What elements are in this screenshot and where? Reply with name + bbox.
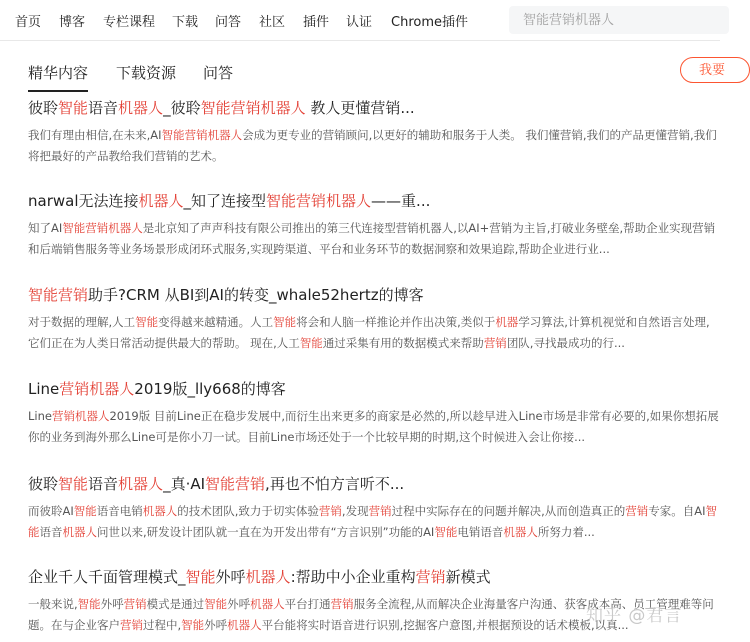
text-segment: 过程中, (143, 618, 182, 632)
text-segment: ,再也不怕方言听不... (265, 475, 405, 493)
text-segment: 外呼 (215, 568, 246, 586)
text-segment: 知了AI (28, 221, 63, 235)
result-title[interactable] (28, 284, 728, 306)
text-segment: 而彼聆AI (28, 504, 74, 518)
highlighted-keyword: 机器人 (62, 525, 97, 539)
tab-featured[interactable]: 精华内容 (28, 64, 89, 82)
text-segment: 语音 (88, 99, 119, 117)
text-segment: 外呼 (204, 618, 228, 632)
highlighted-keyword: 机器人 (138, 192, 184, 210)
highlighted-keyword: 机器人 (245, 568, 291, 586)
text-segment: :帮助中小企业重构 (290, 568, 416, 586)
text-segment: 语音 (39, 525, 63, 539)
highlighted-keyword: 智能营销机器人 (200, 99, 306, 117)
text-segment: 企业千人千面管理模式_ (28, 568, 186, 586)
text-segment: Line (28, 409, 52, 423)
text-segment: 助手?CRM 从BI到AI的转变_whale52hertz的博客 (88, 286, 424, 304)
highlighted-keyword: 营销 (483, 336, 507, 350)
tab-qa[interactable]: 问答 (203, 64, 234, 82)
highlighted-keyword: 机器人 (118, 475, 164, 493)
highlighted-keyword: 智能营销 (205, 475, 266, 493)
text-segment: 彼聆 (28, 475, 59, 493)
text-segment: ——重... (371, 192, 431, 210)
text-segment: 平台打通 (284, 597, 331, 611)
text-segment: 学习算法,计算机视觉和自然语言处理,它们正在为人类日常活动提供最大的帮助。 现在,人工 (28, 315, 710, 350)
text-segment: 2019版 目前Line正在稳步发展中,而衍生出来更多的商家是必然的,所以趁早进入Line市场是非常有必要的,如果你想拓展你的业务到海外那么Line可是你小刀一试。目前Line市场还处于一个比较早期的时期,这个时候进入会让你接... (28, 409, 719, 444)
nav-chrome-plugin[interactable]: Chrome插件 (391, 15, 468, 30)
highlighted-keyword: 营销 (368, 504, 392, 518)
nav-community[interactable]: 社区 (259, 15, 286, 30)
highlighted-keyword: 智能 (58, 99, 89, 117)
text-segment: 将会和人脑一样推论并作出决策,类似于 (296, 315, 496, 329)
result-item (28, 284, 728, 354)
text-segment: 会成为更专业的营销顾问,以更好的辅助和服务于人类。 我们懂营销,我们的产品更懂营销,我们将把最好的产品教给我们营销的艺术。 (28, 128, 717, 163)
highlighted-keyword: 智能 (28, 504, 717, 539)
highlighted-keyword: 智能 (77, 597, 101, 611)
text-segment: 新模式 (445, 568, 491, 586)
highlighted-keyword: 营销 (415, 568, 446, 586)
highlighted-keyword: 智能 (204, 597, 228, 611)
result-snippet (28, 312, 720, 354)
result-title[interactable] (28, 97, 728, 119)
ask-question-button[interactable]: 我要 (680, 57, 750, 83)
nav-courses[interactable]: 专栏课程 (103, 15, 156, 30)
text-segment: 服务全流程,从而解决企业海量客户沟通、获客成本高、员工管理难等问题。在与企业客户 (28, 597, 714, 632)
highlighted-keyword: 智能 (181, 618, 205, 632)
highlighted-keyword: 智能 (58, 475, 89, 493)
text-segment: 模式是通过 (146, 597, 205, 611)
text-segment: _知了连接型 (183, 192, 267, 210)
result-title[interactable] (28, 190, 728, 212)
text-segment: 团队,寻找最成功的行... (506, 336, 625, 350)
text-segment: 外呼 (227, 597, 251, 611)
highlighted-keyword: 智能营销机器人 (62, 221, 143, 235)
highlighted-keyword: 智能营销 (28, 286, 89, 304)
text-segment: 问世以来,研发设计团队就一直在为开发出带有“方言识别”功能的AI (97, 525, 435, 539)
text-segment: 我们有理由相信,在未来,AI (28, 128, 162, 142)
highlighted-keyword: 营销 (318, 504, 342, 518)
highlighted-keyword: 营销机器人 (51, 409, 110, 423)
text-segment: 通过采集有用的数据模式来帮助 (322, 336, 484, 350)
highlighted-keyword: 机器人 (503, 525, 538, 539)
nav-certification[interactable]: 认证 (346, 15, 373, 30)
text-segment: 语音 (88, 475, 119, 493)
result-item (28, 97, 728, 167)
highlighted-keyword: 智能营销机器人 (161, 128, 243, 142)
highlighted-keyword: 智能 (73, 504, 97, 518)
top-navigation (0, 0, 720, 41)
text-segment: 电销语音 (457, 525, 504, 539)
nav-blog[interactable]: 博客 (59, 15, 86, 30)
text-segment: 彼聆 (28, 99, 59, 117)
search-box (509, 6, 729, 34)
result-snippet (28, 218, 720, 260)
result-snippet (28, 501, 720, 543)
text-segment: 所努力着... (537, 525, 595, 539)
highlighted-keyword: 机器 (495, 315, 519, 329)
highlighted-keyword: 智能 (135, 315, 159, 329)
text-segment: Line (28, 380, 60, 398)
text-segment: ,发现 (341, 504, 369, 518)
nav-home[interactable]: 首页 (15, 15, 42, 30)
highlighted-keyword: 营销机器人 (59, 380, 135, 398)
text-segment: narwal无法连接 (28, 192, 139, 210)
result-item (28, 190, 728, 260)
text-segment: 外呼 (100, 597, 124, 611)
highlighted-keyword: 机器人 (250, 597, 285, 611)
search-input[interactable] (509, 6, 743, 34)
highlighted-keyword: 智能 (434, 525, 458, 539)
highlighted-keyword: 机器人 (142, 504, 178, 518)
tab-downloads[interactable]: 下载资源 (116, 64, 177, 82)
result-item (28, 473, 728, 543)
text-segment: 是北京知了声声科技有限公司推出的第三代连接型营销机器人,以AI+营销为主旨,打破业务壁垒,帮助企业实现营销和后端销售服务等业务场景形成闭环式服务,实现跨渠道、平台和业务环节的数据洞察和效果追踪,帮助企业进行业... (28, 221, 716, 256)
text-segment: 的技术团队,致力于切实体验 (177, 504, 319, 518)
nav-plugins[interactable]: 插件 (303, 15, 330, 30)
nav-qa[interactable]: 问答 (215, 15, 242, 30)
highlighted-keyword: 营销 (625, 504, 649, 518)
text-segment: 一般来说, (28, 597, 78, 611)
highlighted-keyword: 营销 (330, 597, 354, 611)
highlighted-keyword: 营销 (123, 597, 147, 611)
text-segment: 对于数据的理解,人工 (28, 315, 136, 329)
result-title[interactable] (28, 566, 728, 588)
highlighted-keyword: 营销 (120, 618, 143, 632)
text-segment: 语音电销 (96, 504, 143, 518)
highlighted-keyword: 机器人 (227, 618, 262, 632)
text-segment: 专家。自AI (648, 504, 706, 518)
highlighted-keyword: 机器人 (118, 99, 164, 117)
text-segment: 过程中实际存在的问题并解决,从而创造真正的 (391, 504, 626, 518)
result-title[interactable] (28, 378, 728, 400)
content-tabs (0, 58, 726, 92)
result-snippet (28, 406, 720, 448)
nav-download[interactable]: 下载 (172, 15, 199, 30)
text-segment: _真·AI (163, 475, 206, 493)
highlighted-keyword: 智能 (273, 315, 297, 329)
highlighted-keyword: 智能 (299, 336, 323, 350)
result-title[interactable] (28, 473, 728, 495)
text-segment: 教人更懂营销... (305, 99, 415, 117)
result-item (28, 378, 728, 448)
result-snippet (28, 125, 720, 167)
zhihu-watermark: 知乎 @君言 (586, 606, 683, 626)
text-segment: _彼聆 (163, 99, 201, 117)
text-segment: 2019版_lly668的博客 (134, 380, 286, 398)
text-segment: 平台能将实时语音进行识别,挖掘客户意图,并根据预设的话术模板,以真... (261, 618, 629, 632)
highlighted-keyword: 智能 (185, 568, 216, 586)
text-segment: 变得越来越精通。人工 (158, 315, 274, 329)
highlighted-keyword: 智能营销机器人 (266, 192, 372, 210)
